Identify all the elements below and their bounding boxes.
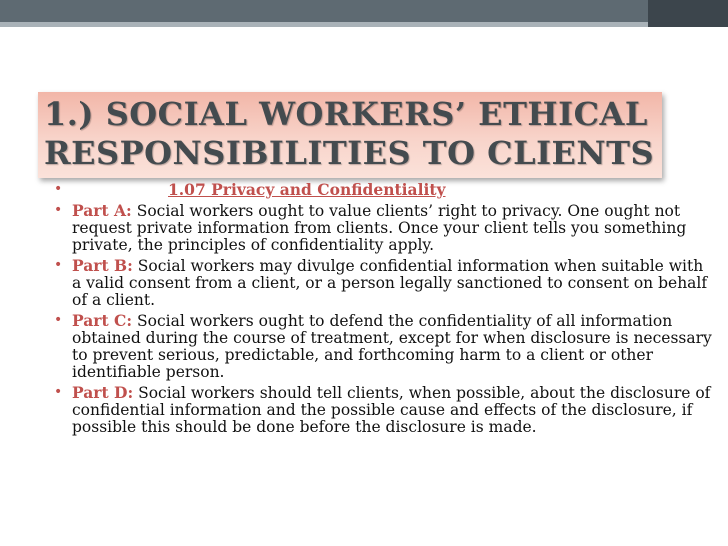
slide-title [44,95,684,173]
list-item-part-a [54,202,714,254]
part-a-text: Social workers ought to value clients’ right to privacy. One ought not request private information from clients. Once your client tells you something private, the principles of confidentiality apply. [72,202,687,254]
list-item-part-c [54,312,714,381]
part-b-label: Part B: [72,256,133,275]
part-c-text: Social workers ought to defend the confidentiality of all information obtained during the course of treatment, except for when disclosure is necessary to prevent serious, predictable, and forthcoming harm to a client or other identifiable person. [72,312,712,381]
top-decorative-stripe [0,22,728,27]
bullet-icon: • [54,181,63,197]
bullet-icon: • [54,202,63,218]
list-item-subheading [54,181,714,199]
bullet-list [54,181,714,439]
list-item-part-b [54,257,714,309]
part-c-label: Part C: [72,311,133,330]
slide-title-line-1: 1.) SOCIAL WORKERS’ ETHICAL [44,95,648,133]
top-decorative-band [0,0,728,22]
list-item-part-d [54,384,714,436]
section-subheading: 1.07 Privacy and Confidentiality [168,180,446,199]
part-b-text: Social workers may divulge confidential information when suitable with a valid consent from a client, or a person legally sanctioned to consent on behalf of a client. [72,257,708,309]
part-d-text: Social workers should tell clients, when possible, about the disclosure of confidential information and the possible cause and effects of the disclosure, if possible this should be done before the disclosure is made. [72,384,711,436]
bullet-icon: • [54,257,63,273]
slide-title-line-2: RESPONSIBILITIES TO CLIENTS [44,134,655,172]
part-d-label: Part D: [72,383,134,402]
bullet-icon: • [54,384,63,400]
part-a-label: Part A: [72,201,132,220]
bullet-icon: • [54,312,63,328]
top-corner-accent [648,0,728,27]
